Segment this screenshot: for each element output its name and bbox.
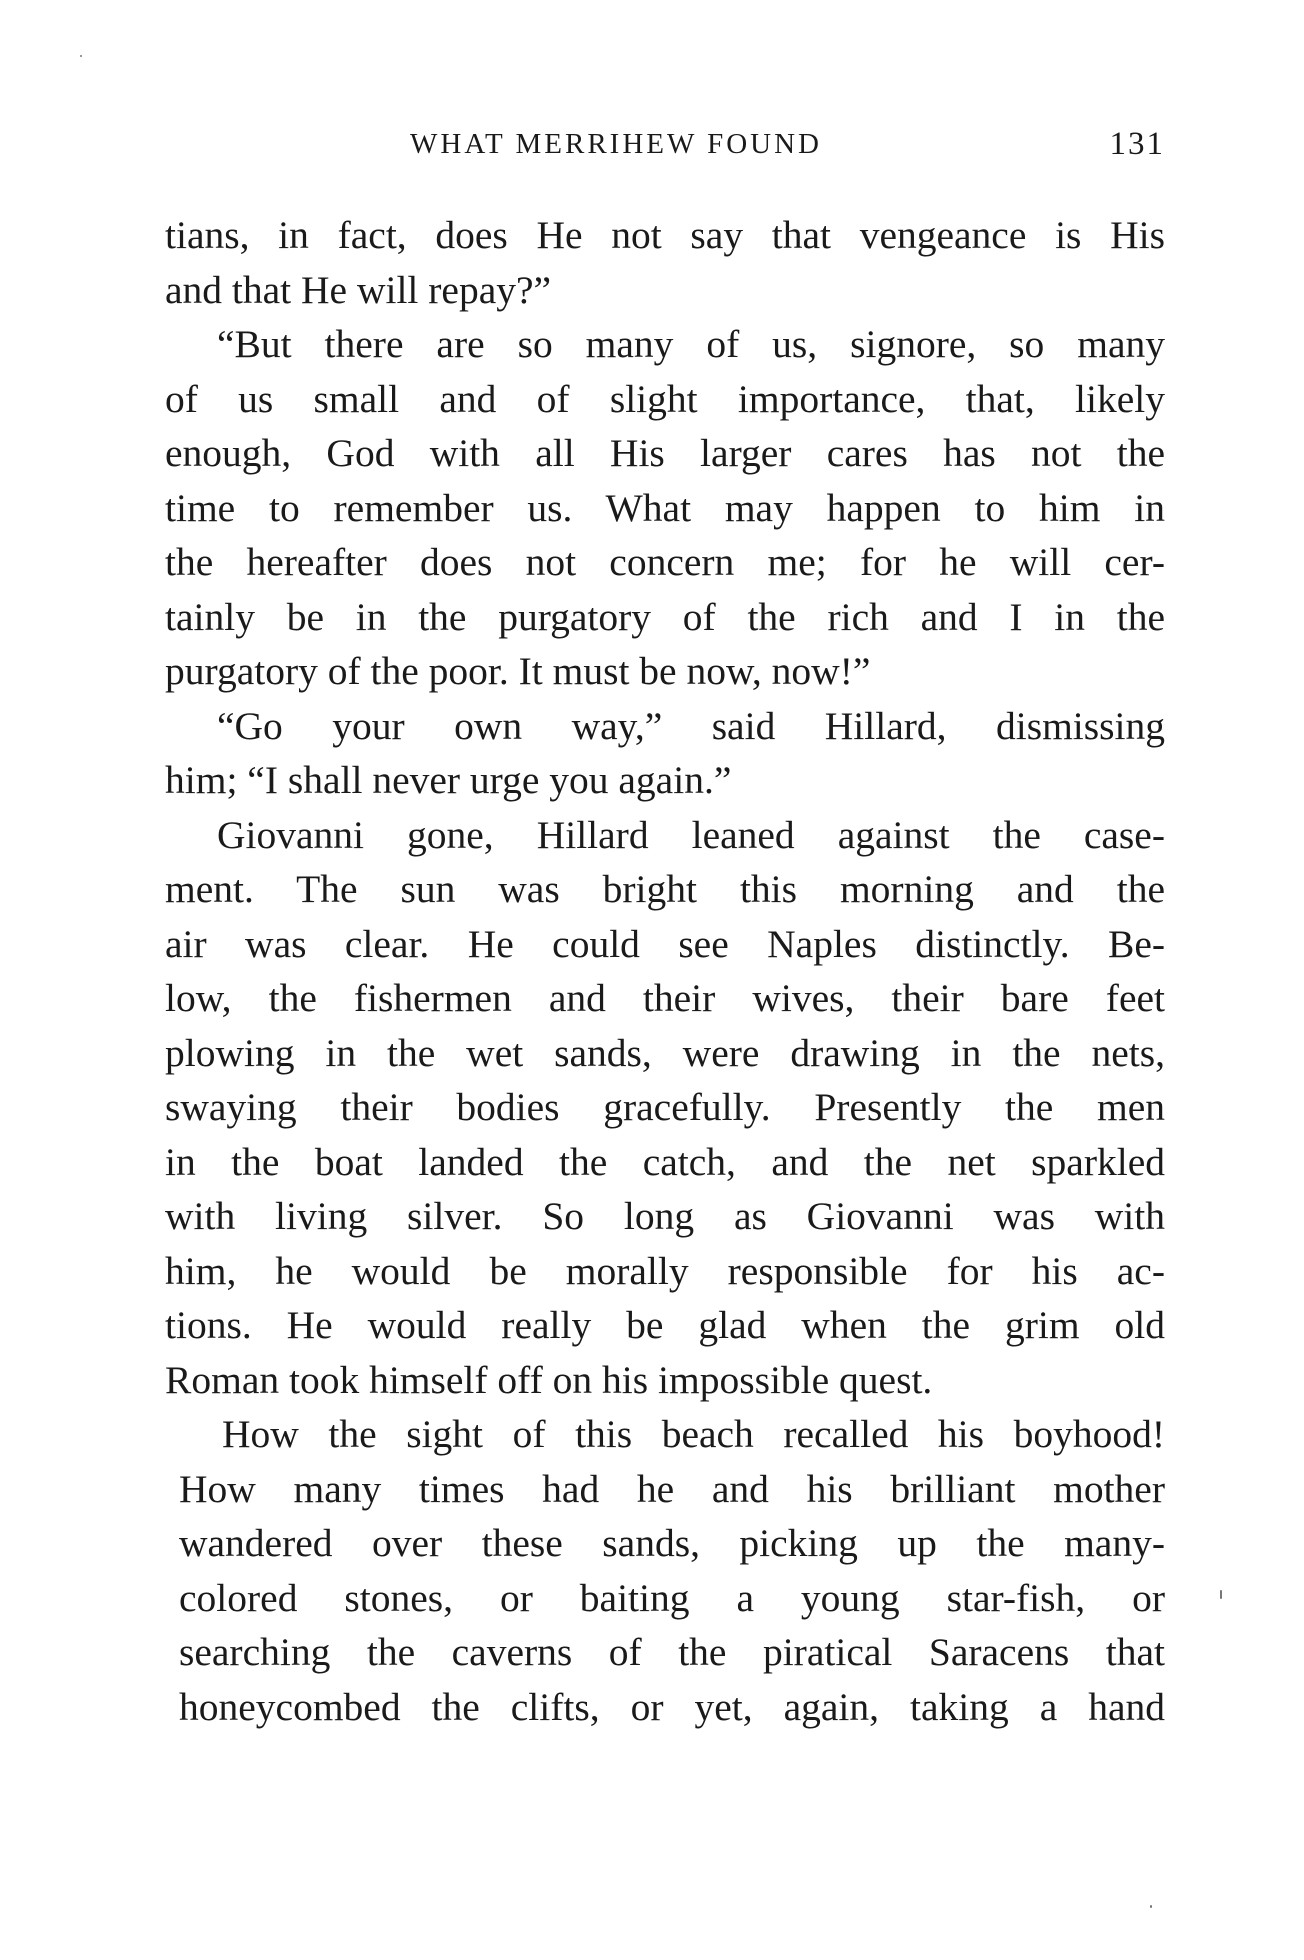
text-line: purgatory of the poor. It must be now, now!”	[165, 649, 871, 693]
text-line: with living silver. So long as Giovanni was with	[165, 1194, 1165, 1238]
paper-speck	[80, 55, 82, 57]
paper-speck	[1150, 1905, 1152, 1908]
text-line: tians, in fact, does He not say that vengeance is His	[165, 213, 1165, 257]
text-line: searching the caverns of the piratical Saracens that	[179, 1630, 1165, 1674]
text-line: How the sight of this beach recalled his boyhood!	[222, 1412, 1165, 1456]
page-number: 131	[1109, 126, 1165, 162]
running-title: WHAT MERRIHEW FOUND	[410, 128, 822, 160]
text-line: colored stones, or baiting a young star-fish, or	[179, 1575, 1165, 1620]
text-line: him, he would be morally responsible for his ac-	[165, 1248, 1165, 1293]
text-line: time to remember us. What may happen to him in	[165, 485, 1165, 530]
running-head	[165, 128, 1165, 168]
body-text	[165, 208, 1165, 1734]
text-line: Giovanni gone, Hillard leaned against the case-	[217, 812, 1165, 857]
text-line: low, the fishermen and their wives, their bare feet	[165, 976, 1165, 1020]
text-line: plowing in the wet sands, were drawing in the nets,	[165, 1030, 1165, 1075]
text-line: “Go your own way,” said Hillard, dismissing	[217, 703, 1165, 748]
text-line: ment. The sun was bright this morning and the	[165, 867, 1165, 911]
text-line: in the boat landed the catch, and the net sparkled	[165, 1139, 1165, 1184]
text-line: wandered over these sands, picking up the many-	[179, 1521, 1165, 1565]
text-line: tainly be in the purgatory of the rich and I in the	[165, 594, 1165, 639]
text-line: “But there are so many of us, signore, so many	[217, 322, 1165, 366]
text-line: of us small and of slight importance, that, likely	[165, 376, 1165, 421]
text-line: Roman took himself off on his impossible quest.	[165, 1357, 933, 1402]
text-line: How many times had he and his brilliant mother	[179, 1466, 1165, 1511]
text-line: and that He will repay?”	[165, 267, 552, 312]
text-line: him; “I shall never urge you again.”	[165, 758, 732, 802]
text-line: honeycombed the clifts, or yet, again, taking a hand	[179, 1684, 1165, 1729]
text-line: swaying their bodies gracefully. Presently the men	[165, 1085, 1165, 1129]
text-line: air was clear. He could see Naples distinctly. Be-	[165, 921, 1165, 966]
paper-speck	[1220, 1590, 1222, 1599]
text-line: enough, God with all His larger cares has not the	[165, 431, 1165, 475]
text-line: the hereafter does not concern me; for he will cer-	[165, 540, 1165, 584]
text-line: tions. He would really be glad when the grim old	[165, 1303, 1165, 1347]
